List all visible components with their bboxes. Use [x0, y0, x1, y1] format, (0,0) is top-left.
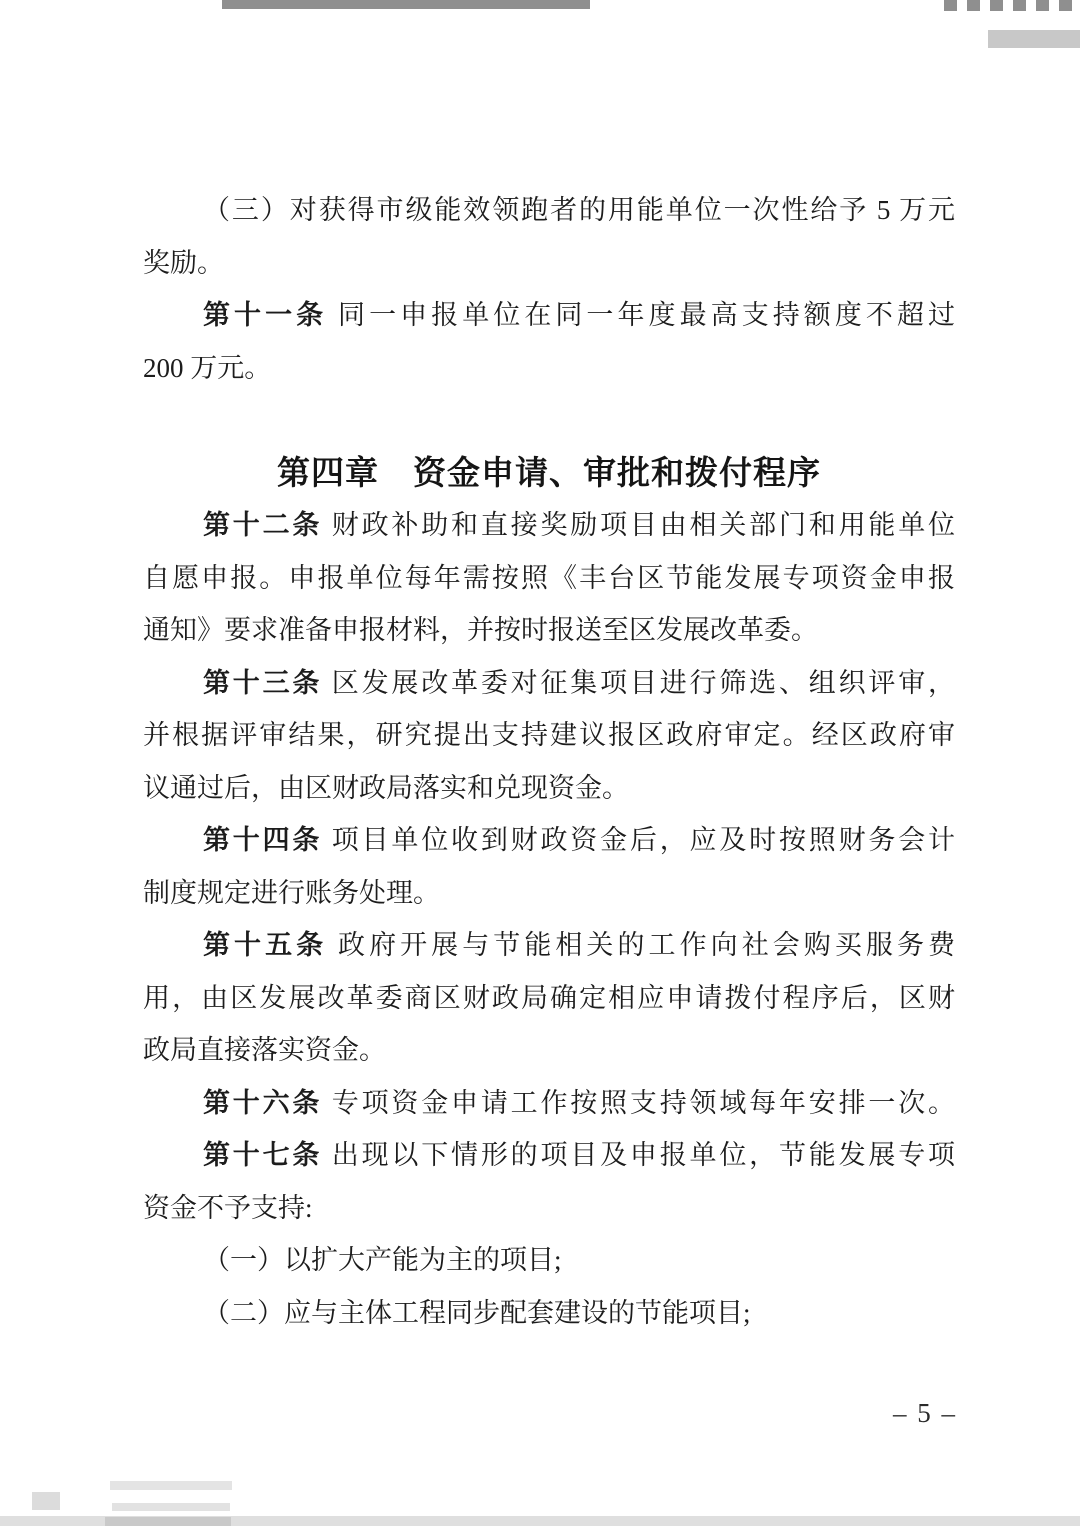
article-16-line	[143, 1077, 955, 1130]
scan-artifact-bottomleft-3	[112, 1503, 230, 1511]
text-segment: 通知》要求准备申报材料，并按时报送至区发展改革委。	[143, 615, 818, 645]
text-segment: 奖励。	[143, 247, 224, 278]
scan-artifact-top-bar	[222, 0, 590, 9]
scan-artifact-top-dashes	[944, 0, 1080, 11]
chapter-heading	[143, 447, 955, 500]
article-15-line	[143, 919, 955, 972]
article-12-line-2	[143, 552, 955, 605]
article-label: 第十五条	[203, 930, 328, 960]
article-14-line-2	[143, 867, 955, 920]
text-segment: 并根据评审结果，研究提出支持建议报区政府审定。经区政府审	[143, 720, 955, 750]
article-label: 第十七条	[203, 1140, 323, 1170]
text-segment: （一）以扩大产能为主的项目;	[203, 1245, 562, 1275]
article-15-line-2	[143, 972, 955, 1025]
text-segment: 制度规定进行账务处理。	[143, 877, 440, 908]
text-segment: 议通过后，由区财政局落实和兑现资金。	[143, 772, 629, 803]
scan-artifact-bottomleft-2	[32, 1492, 60, 1510]
article-label: 第十三条	[203, 667, 323, 698]
article-label: 第十一条	[203, 300, 328, 330]
article-13-line-3	[143, 762, 955, 815]
scan-artifact-bottomleft-4	[105, 1517, 231, 1526]
article-label: 第十六条	[203, 1087, 323, 1118]
item-two-line	[143, 1287, 955, 1340]
article-12-line-3	[143, 604, 955, 657]
text-segment: 用，由区发展改革委商区财政局确定相应申请拨付程序后，区财	[143, 982, 955, 1013]
article-15-line-3	[143, 1024, 955, 1077]
article-12-line	[143, 499, 955, 552]
article-17-line-2	[143, 1182, 955, 1235]
text-segment: 200 万元。	[143, 352, 272, 383]
text-segment: 自愿申报。申报单位每年需按照《丰台区节能发展专项资金申报	[143, 562, 955, 593]
spacer-line	[143, 394, 955, 447]
article-11-line	[143, 289, 955, 342]
article-17-line	[143, 1129, 955, 1182]
text-segment: 财政补助和直接奖励项目由相关部门和用能单位	[322, 510, 956, 540]
scan-artifact-topright-box	[988, 30, 1080, 48]
page-number: – 5 –	[893, 1398, 957, 1428]
clause-three-line	[143, 184, 955, 237]
text-segment: 资金不予支持:	[143, 1192, 313, 1223]
text-segment: 专项资金申请工作按照支持领域每年安排一次。	[322, 1087, 956, 1118]
article-13-line-2	[143, 709, 955, 762]
text-segment: 项目单位收到财政资金后，应及时按照财务会计	[322, 825, 956, 855]
text-segment: 区发展改革委对征集项目进行筛选、组织评审，	[322, 667, 956, 698]
article-13-line	[143, 657, 955, 710]
text-segment: （二）应与主体工程同步配套建设的节能项目;	[203, 1297, 751, 1328]
item-one-line	[143, 1234, 955, 1287]
text-segment: （三）对获得市级能效领跑者的用能单位一次性给予 5 万元	[203, 195, 955, 225]
text-segment: 出现以下情形的项目及申报单位，节能发展专项	[322, 1140, 956, 1170]
article-label: 第十四条	[203, 825, 323, 855]
clause-three-line-2	[143, 237, 955, 290]
article-14-line	[143, 814, 955, 867]
scan-artifact-bottomleft-1	[110, 1481, 232, 1490]
article-11-line-2	[143, 342, 955, 395]
text-segment: 政府开展与节能相关的工作向社会购买服务费	[327, 930, 956, 960]
document-lines	[143, 184, 955, 1339]
text-segment: 同一申报单位在同一年度最高支持额度不超过	[327, 300, 956, 330]
article-label: 第十二条	[203, 510, 323, 540]
article-label: 第四章 资金申请、审批和拨付程序	[277, 453, 821, 491]
text-segment: 政局直接落实资金。	[143, 1035, 386, 1065]
